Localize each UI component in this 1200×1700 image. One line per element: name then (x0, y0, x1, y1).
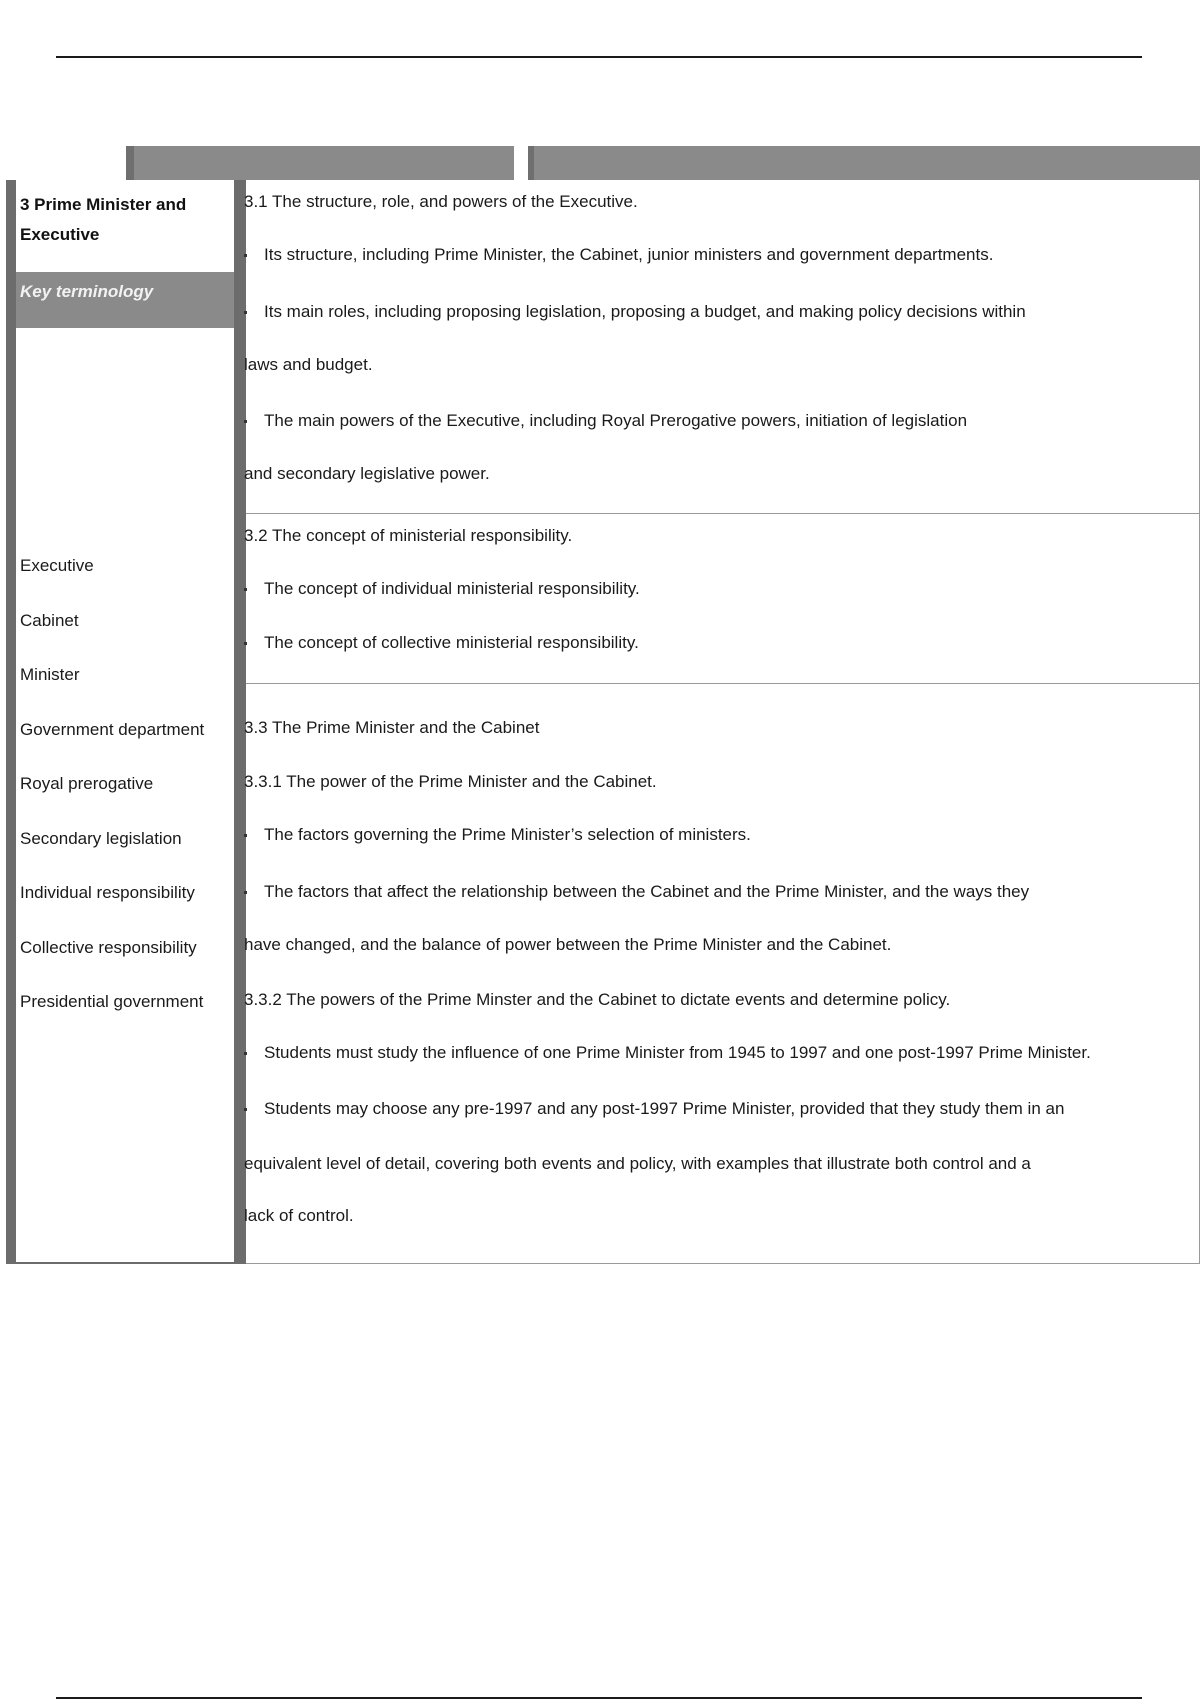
content-column (246, 180, 1200, 1264)
bullet-item: Its main roles, including proposing legislation, proposing a budget, and making policy decisions within (244, 298, 1026, 326)
bullet-item: The factors that affect the relationship between the Cabinet and the Prime Minister, and the ways they (244, 878, 1029, 906)
term-item: Government department (20, 719, 205, 739)
section-3-1 (246, 180, 1199, 514)
bullet-item: The concept of collective ministerial responsibility. (244, 629, 639, 657)
bullet-item: The concept of individual ministerial responsibility. (244, 575, 640, 603)
term-item: Minister (20, 665, 80, 684)
term-item: Royal prerogative (20, 774, 154, 793)
term-item: Collective responsibility (20, 937, 197, 957)
term-item: Presidential government (20, 992, 204, 1011)
section-3-2 (246, 514, 1199, 684)
left-column (6, 180, 246, 1264)
bullet-item: Students must study the influence of one Prime Minister from 1945 to 1997 and one post-1997 Prime Minister. (244, 1039, 1091, 1067)
term-item: Secondary legislation (20, 828, 182, 848)
section-heading: 3.2 The concept of ministerial responsibility. (244, 526, 573, 545)
table-header-left (126, 146, 514, 180)
section-3-3 (246, 684, 1199, 1263)
subsection-heading: 3.3.2 The powers of the Prime Minster and the Cabinet to dictate events and determine policy. (244, 990, 951, 1009)
key-terminology-bar (16, 272, 234, 328)
footer-rule (56, 1697, 1142, 1699)
bullet-continuation: equivalent level of detail, covering both events and policy, with examples that illustrate both control and a (244, 1154, 1031, 1173)
term-list (20, 549, 204, 1040)
bullet-continuation: and secondary legislative power. (244, 464, 490, 483)
term-item: Executive (20, 556, 94, 575)
term-item: Individual responsibility (20, 883, 195, 902)
table-header-right (528, 146, 1200, 180)
bullet-item: Students may choose any pre-1997 and any post-1997 Prime Minister, provided that they study them in an (244, 1095, 1064, 1123)
key-terminology-label: Key terminology (20, 282, 154, 301)
bullet-continuation: laws and budget. (244, 355, 373, 374)
header-rule (56, 56, 1142, 58)
section-heading: 3.3 The Prime Minister and the Cabinet (244, 718, 540, 737)
subsection-heading: 3.3.1 The power of the Prime Minister and the Cabinet. (244, 772, 657, 791)
bullet-continuation: lack of control. (244, 1206, 354, 1225)
bullet-item: Its structure, including Prime Minister, the Cabinet, junior ministers and government departments. (244, 241, 993, 269)
bullet-item: The main powers of the Executive, including Royal Prerogative powers, initiation of legislation (244, 407, 967, 435)
bullet-item: The factors governing the Prime Minister’s selection of ministers. (244, 821, 751, 849)
unit-title: 3 Prime Minister and Executive (20, 195, 187, 244)
term-item: Cabinet (20, 610, 79, 630)
section-heading: 3.1 The structure, role, and powers of the Executive. (244, 192, 638, 211)
bullet-continuation: have changed, and the balance of power between the Prime Minister and the Cabinet. (244, 935, 892, 954)
